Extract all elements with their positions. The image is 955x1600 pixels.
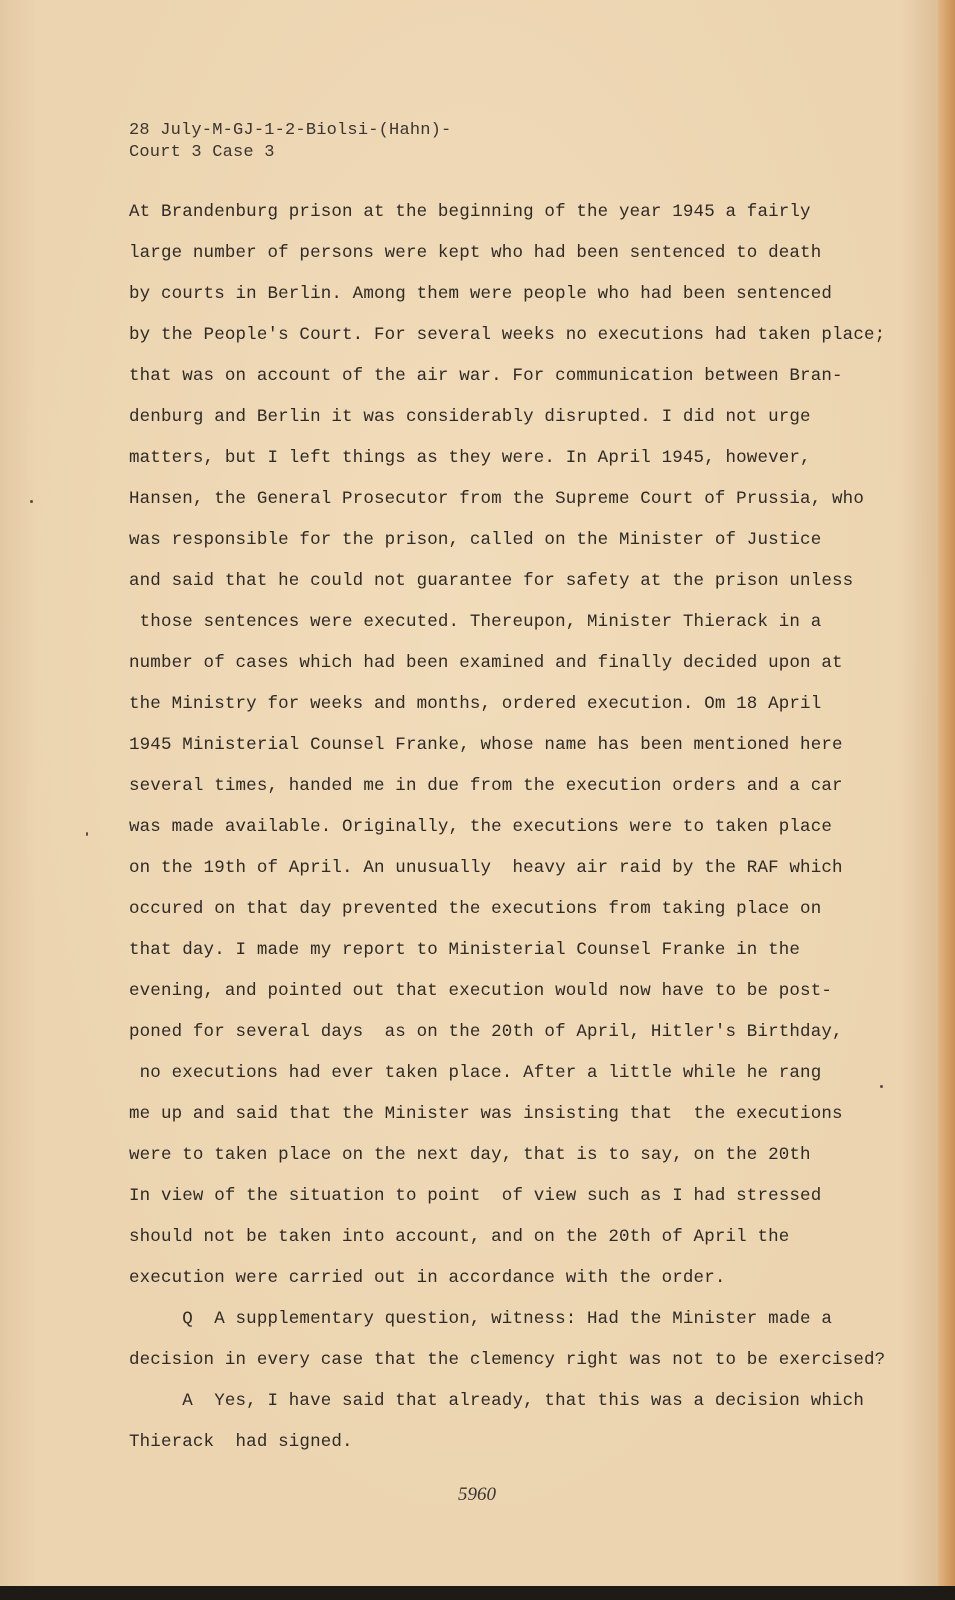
text-line: occured on that day prevented the executions from taking place on [129,899,822,919]
text-line: on the 19th of April. An unusually heavy air raid by the RAF which [129,858,843,878]
text-line: Hansen, the General Prosecutor from the Supreme Court of Prussia, who [129,489,864,509]
text-line: me up and said that the Minister was insisting that the executions [129,1104,843,1124]
text-line: was made available. Originally, the executions were to taken place [129,817,833,837]
page-number: 5960 [458,1484,496,1505]
paper-speck [86,832,88,836]
text-line: poned for several days as on the 20th of April, Hitler's Birthday, [129,1022,843,1042]
text-line: At Brandenburg prison at the beginning of the year 1945 a fairly [129,202,811,222]
paper-speck [30,500,33,503]
text-line: several times, handed me in due from the execution orders and a car [129,776,843,796]
text-line: number of cases which had been examined and finally decided upon at [129,653,843,673]
text-line: evening, and pointed out that execution would now have to be post- [129,981,833,1001]
text-line: denburg and Berlin it was considerably disrupted. I did not urge [129,407,811,427]
text-line: In view of the situation to point of view such as I had stressed [129,1186,822,1206]
answer-line: Thierack had signed. [129,1432,353,1452]
text-line: execution were carried out in accordance with the order. [129,1268,726,1288]
text-line: was responsible for the prison, called on the Minister of Justice [129,530,822,550]
answer-line: A Yes, I have said that already, that this was a decision which [129,1391,864,1411]
text-line: that day. I made my report to Ministerial Counsel Franke in the [129,940,801,960]
text-line: those sentences were executed. Thereupon, Minister Thierack in a [129,612,822,632]
text-line: should not be taken into account, and on the 20th of April the [129,1227,790,1247]
text-line: were to taken place on the next day, that is to say, on the 20th [129,1145,811,1165]
question-line: decision in every case that the clemency right was not to be exercised? [129,1350,886,1370]
paper-speck [880,1085,883,1088]
scan-border [0,1586,955,1600]
paper-edge [938,0,955,1600]
text-line: 1945 Ministerial Counsel Franke, whose name has been mentioned here [129,735,843,755]
document-header [129,120,451,164]
header-court-case-line: Court 3 Case 3 [129,143,275,162]
text-line: matters, but I left things as they were. In April 1945, however, [129,448,811,468]
text-line: by courts in Berlin. Among them were people who had been sentenced [129,284,833,304]
text-line: large number of persons were kept who had been sentenced to death [129,243,822,263]
text-line: and said that he could not guarantee for safety at the prison unless [129,571,854,591]
text-line: by the People's Court. For several weeks no executions had taken place; [129,325,886,345]
text-line: no executions had ever taken place. After a little while he rang [129,1063,822,1083]
text-line: the Ministry for weeks and months, ordered execution. Om 18 April [129,694,822,714]
text-line: that was on account of the air war. For communication between Bran- [129,366,843,386]
question-line: Q A supplementary question, witness: Had the Minister made a [129,1309,833,1329]
header-reference-line: 28 July-M-GJ-1-2-Biolsi-(Hahn)- [129,121,452,140]
